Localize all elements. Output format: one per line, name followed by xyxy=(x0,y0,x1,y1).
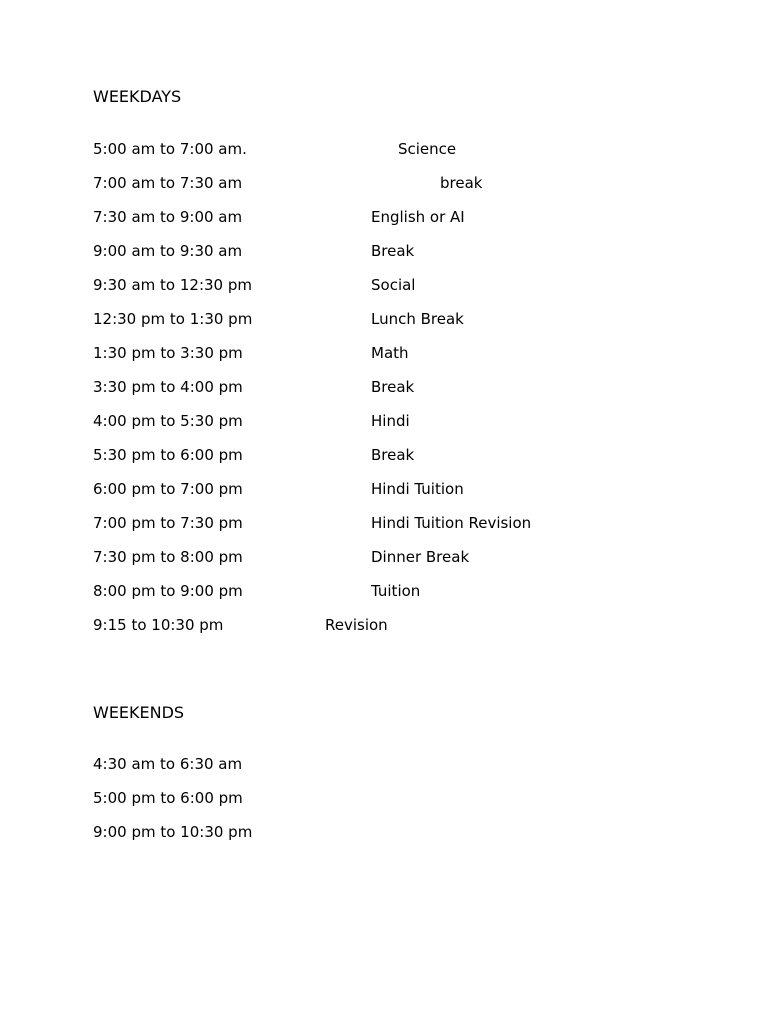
weekday-time: 7:00 am to 7:30 am xyxy=(93,174,243,192)
weekday-time: 3:30 pm to 4:00 pm xyxy=(93,378,243,396)
weekday-activity: Lunch Break xyxy=(371,310,464,328)
weekday-activity: Break xyxy=(371,378,415,396)
weekday-time: 8:00 pm to 9:00 pm xyxy=(93,582,243,600)
weekend-time: 5:00 pm to 6:00 pm xyxy=(93,789,243,807)
weekdays-heading: WEEKDAYS xyxy=(93,87,182,106)
weekday-time: 9:00 am to 9:30 am xyxy=(93,242,243,260)
weekday-activity: Break xyxy=(371,242,415,260)
weekday-activity: break xyxy=(440,174,483,192)
weekday-time: 1:30 pm to 3:30 pm xyxy=(93,344,243,362)
weekday-activity: Math xyxy=(371,344,409,362)
weekday-time: 6:00 pm to 7:00 pm xyxy=(93,480,243,498)
weekday-time: 7:00 pm to 7:30 pm xyxy=(93,514,243,532)
weekday-time: 7:30 am to 9:00 am xyxy=(93,208,243,226)
weekday-activity: Tuition xyxy=(371,582,421,600)
weekday-activity: Hindi Tuition Revision xyxy=(371,514,532,532)
weekday-activity: Break xyxy=(371,446,415,464)
weekday-time: 9:15 to 10:30 pm xyxy=(93,616,224,634)
weekday-activity: Hindi xyxy=(371,412,410,430)
weekday-activity: Science xyxy=(398,140,457,158)
weekday-activity: Social xyxy=(371,276,416,294)
weekday-time: 5:00 am to 7:00 am. xyxy=(93,140,247,158)
weekday-time: 4:00 pm to 5:30 pm xyxy=(93,412,243,430)
weekday-activity: Revision xyxy=(325,616,388,634)
weekday-time: 9:30 am to 12:30 pm xyxy=(93,276,252,294)
weekend-time: 9:00 pm to 10:30 pm xyxy=(93,823,253,841)
weekends-heading: WEEKENDS xyxy=(93,703,185,722)
weekday-activity: Hindi Tuition xyxy=(371,480,464,498)
weekday-activity: Dinner Break xyxy=(371,548,470,566)
weekday-time: 12:30 pm to 1:30 pm xyxy=(93,310,253,328)
weekday-activity: English or AI xyxy=(371,208,465,226)
weekend-time: 4:30 am to 6:30 am xyxy=(93,755,243,773)
weekday-time: 5:30 pm to 6:00 pm xyxy=(93,446,243,464)
weekday-time: 7:30 pm to 8:00 pm xyxy=(93,548,243,566)
